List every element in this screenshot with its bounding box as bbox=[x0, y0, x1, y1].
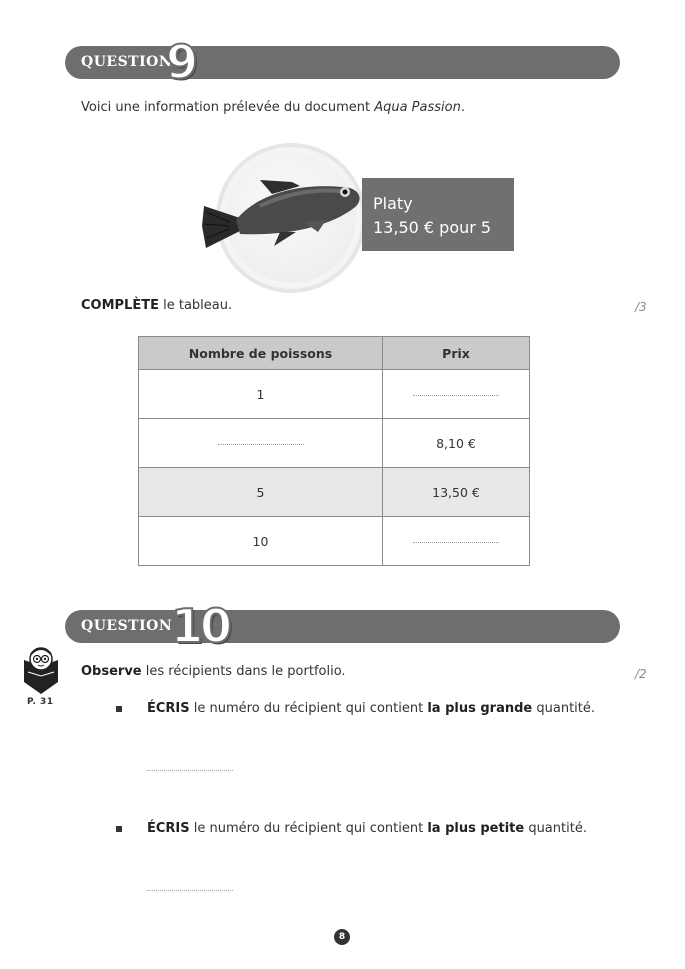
question-label: QUESTION bbox=[81, 618, 173, 634]
document-title: Aqua Passion bbox=[374, 100, 461, 115]
q10-item-2: ÉCRIS le numéro du récipient qui contient la plus petite quantité. bbox=[147, 821, 587, 836]
question-10-banner bbox=[65, 599, 620, 653]
count-cell: 10 bbox=[139, 517, 383, 566]
header-fish-count: Nombre de poissons bbox=[139, 337, 383, 370]
answer-blank[interactable] bbox=[147, 890, 233, 891]
answer-blank[interactable] bbox=[218, 444, 304, 445]
platy-fish-image bbox=[200, 176, 365, 261]
q10-instruction: Observe les récipients dans le portfolio. bbox=[81, 664, 346, 679]
question-number: 9 bbox=[166, 35, 196, 89]
question-label: QUESTION bbox=[81, 54, 173, 70]
price-cell: 13,50 € bbox=[383, 468, 530, 517]
table-row bbox=[139, 370, 530, 419]
header-price: Prix bbox=[383, 337, 530, 370]
price-answer-cell[interactable] bbox=[383, 370, 530, 419]
table-row bbox=[139, 517, 530, 566]
answer-blank[interactable] bbox=[147, 770, 233, 771]
fish-name: Platy bbox=[373, 194, 413, 213]
answer-blank[interactable] bbox=[413, 542, 499, 543]
q9-score: /3 bbox=[635, 300, 647, 314]
price-table bbox=[138, 336, 530, 566]
q10-item-1: ÉCRIS le numéro du récipient qui contient la plus grande quantité. bbox=[147, 701, 595, 716]
q9-instruction: COMPLÈTE le tableau. bbox=[81, 298, 233, 313]
answer-blank[interactable] bbox=[413, 395, 499, 396]
count-answer-cell[interactable] bbox=[139, 419, 383, 468]
question-9-banner bbox=[65, 35, 620, 89]
page-number: 8 bbox=[334, 929, 350, 945]
price-cell: 8,10 € bbox=[383, 419, 530, 468]
price-answer-cell[interactable] bbox=[383, 517, 530, 566]
portfolio-page-ref: P. 31 bbox=[27, 697, 54, 707]
reading-mascot-icon bbox=[22, 646, 60, 696]
question-number: 10 bbox=[171, 599, 230, 653]
q9-intro: Voici une information prélevée du document Aqua Passion. bbox=[81, 100, 465, 115]
price-tag bbox=[362, 178, 514, 251]
bullet-icon bbox=[116, 826, 122, 832]
count-cell: 5 bbox=[139, 468, 383, 517]
q10-score: /2 bbox=[635, 667, 647, 681]
fish-price: 13,50 € pour 5 bbox=[373, 218, 492, 237]
table-row bbox=[139, 419, 530, 468]
bullet-icon bbox=[116, 706, 122, 712]
table-row bbox=[139, 468, 530, 517]
count-cell: 1 bbox=[139, 370, 383, 419]
